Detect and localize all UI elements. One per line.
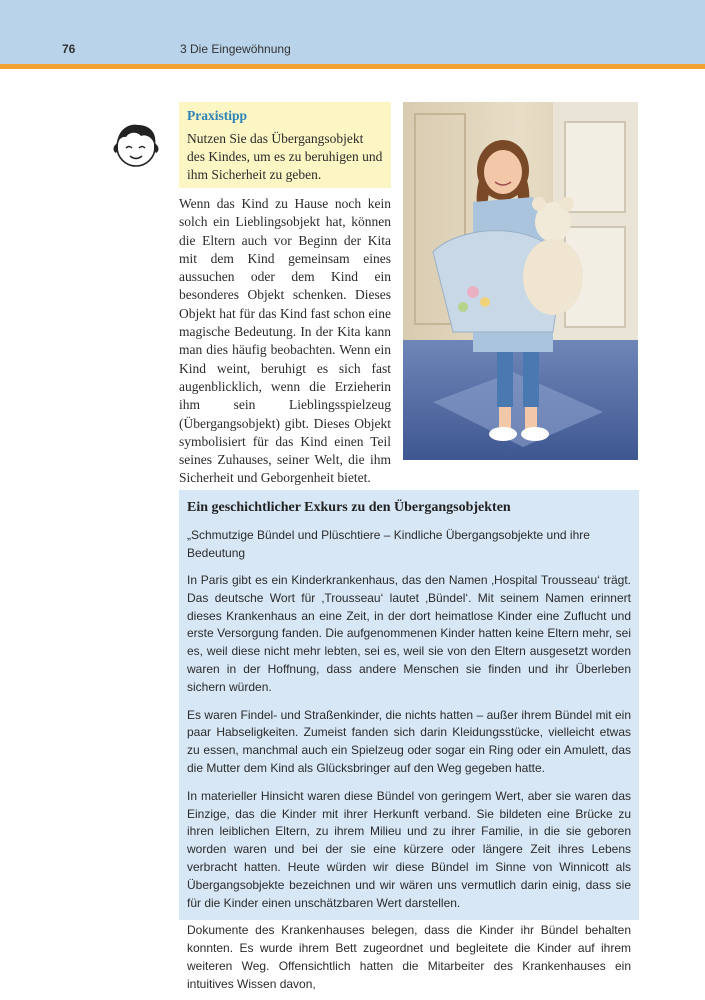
excursus-paragraph: Dokumente des Krankenhauses belegen, dass die Kinder ihr Bündel behalten konnten. Es wurde ihrem Bett zugeordnet und begleitete die Kinder auf ihrem weiteren Weg. Offensichtlich hatten die Mitarbeiter des Krankenhauses ein intuitives Wissen davon,: [187, 923, 631, 991]
practice-tip-box: [179, 102, 391, 188]
girl-face-icon: [108, 117, 164, 173]
page-number: 76: [62, 42, 76, 56]
chapter-title: 3 Die Eingewöhnung: [180, 42, 291, 56]
header-divider: [0, 64, 705, 69]
tip-text: Nutzen Sie das Übergangsobjekt des Kindes, um es zu beruhigen und ihm Sicherheit zu geben.: [187, 131, 383, 182]
excursus-paragraph: In materieller Hinsicht waren diese Bündel von geringem Wert, aber sie waren das Einzige, das die Kinder mit ihrer Herkunft verband. Sie bildeten eine Brücke zu ihren leiblichen Eltern, zu ihrem Milieu und zu ihrer Familie, in die sie geboren worden waren und bei der sie eine kürzere oder längere Zeit ihres Lebens verbracht hatten. Heute würden wir diese Bündel im Sinne von Winnicott als Übergangsobjekte bezeichnen und wir wären uns vermutlich darin einig, dass sie für die Kinder einen unschätzbaren Wert darstellen.: [187, 788, 631, 910]
excursus-paragraph: In Paris gibt es ein Kinderkrankenhaus, das den Namen ‚Hospital Trousseau‘ trägt. Das deutsche Wort für ‚Trousseau‘ lautet ‚Bündel‘. Mit seinem Namen erinnert dieses Krankenhaus an eine Zeit, in der dort heimatlose Kinder eine Zuflucht und erste Versorgung fanden. Die aufgenommenen Kinder hatten keine Eltern mehr, sei es, weil diese nicht mehr lebten, sei es, weil sie von den Eltern ausgesetzt worden waren in der Hoffnung, dass andere Menschen sie finden und ihr Überleben sichern würden.: [187, 573, 631, 694]
excursus-title: Ein geschichtlicher Exkurs zu den Übergangsobjekten: [187, 500, 511, 515]
history-excursus-box: [179, 490, 639, 991]
tip-title: Praxistipp: [187, 108, 248, 123]
body-paragraph: Wenn das Kind zu Hause noch kein solch ein Lieblingsobjekt hat, können die Eltern auch vor Beginn der Kita mit dem Kind gemeinsam eines aussuchen oder dem Kind ein besonderes Objekt schenken. Dieses Objekt hat für das Kind fast schon eine magische Bedeutung. In der Kita kann man dies häufig beobachten. Wenn ein Kind weint, beruhigt es sich fast augenblicklich, wenn die Erzieherin ihm sein Lieblingsspielzeug (Übergangsobjekt) gibt. Dieses Objekt symbolisiert für das Kind einen Teil seines Zuhauses, seiner Welt, die ihm Sicherheit und Geborgenheit bietet.: [179, 196, 391, 486]
excursus-paragraph: Es waren Findel- und Straßenkinder, die nichts hatten – außer ihrem Bündel mit ein paar Habseligkeiten. Zumeist fanden sich darin Kleidungsstücke, vielleicht etwas zu essen, manchmal auch ein Spielzeug oder sogar ein Ring oder ein Amulett, das die Mutter dem Kind als Glücksbringer auf den Weg gegeben hatte.: [187, 707, 631, 775]
page-header: [0, 0, 705, 64]
excursus-subtitle: „Schmutzige Bündel und Plüschtiere – Kindliche Übergangsobjekte und ihre Bedeutung: [187, 528, 590, 560]
child-with-teddy-photo: [403, 102, 638, 460]
